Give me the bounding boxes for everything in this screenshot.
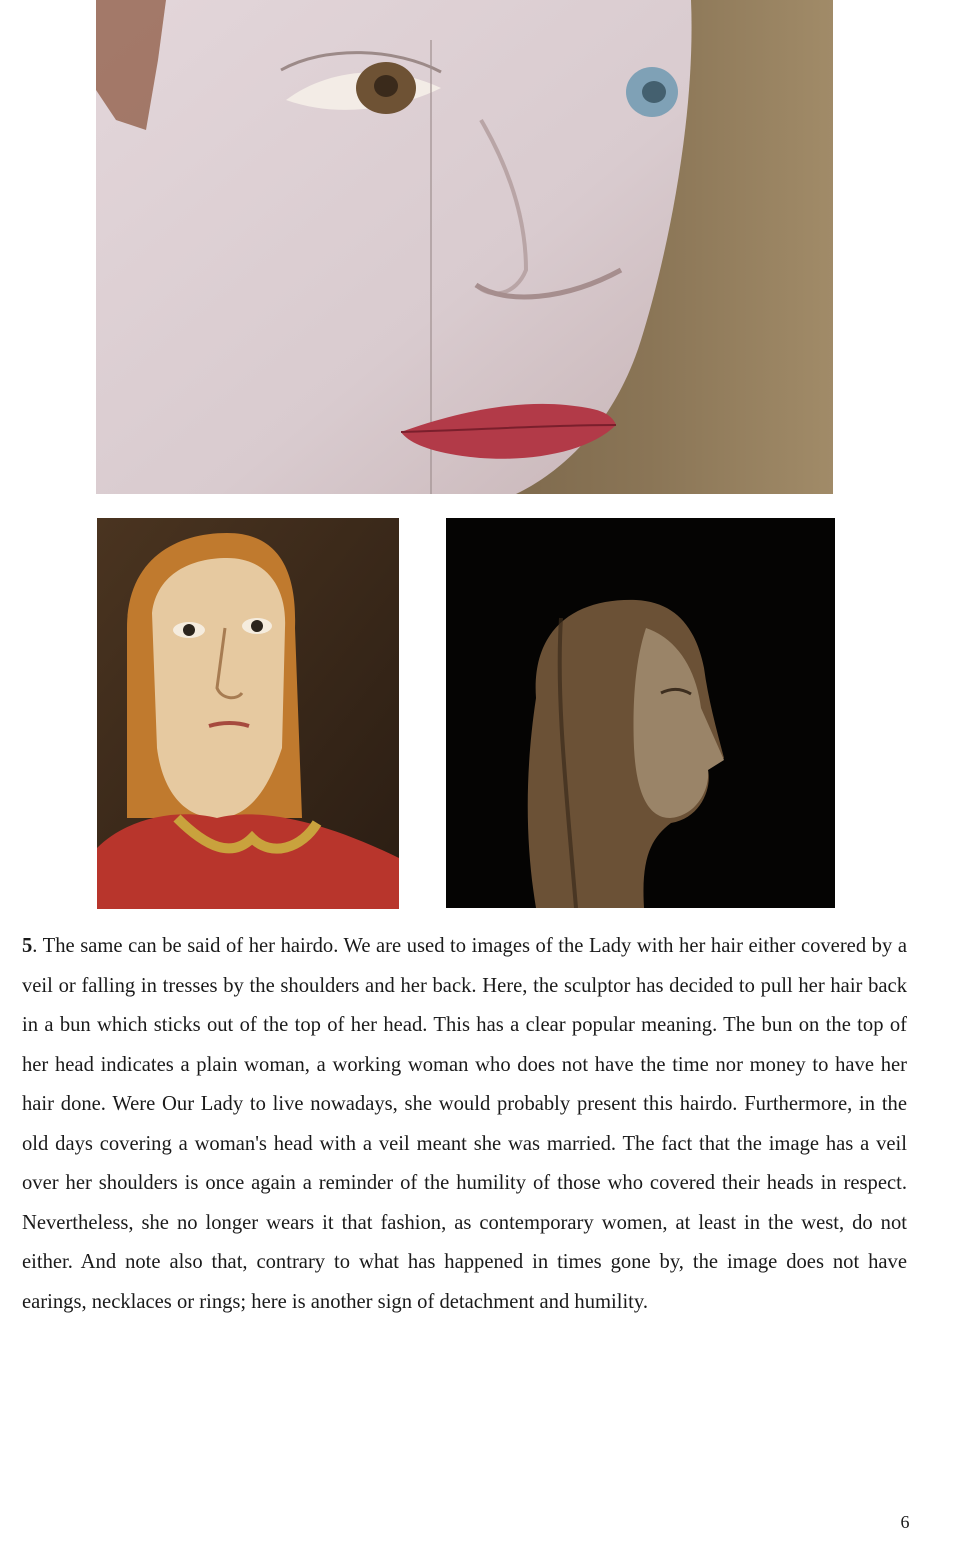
paragraph-text: . The same can be said of her hairdo. We are used to images of the Lady with her hair either covered by a veil or falling in tresses by the shoulders and her back. Here, the sculptor has decided to pull her hair back in a bun which sticks out of the top of her head. This has a clear popular meaning. The bun on the top of her head indicates a plain woman, a working woman who does not have the time nor money to have her hair done. Were Our Lady to live nowadays, she would probably present this hairdo. Furthermore, in the old days covering a woman's head with a veil meant she was married. The fact that the image has a veil over her shoulders is once again a reminder of the humility of those who covered their heads in respect. Nevertheless, she no longer wears it that fashion, as contemporary women, at least in the west, do not either. And note also that, contrary to what has happened in times gone by, the image does not have earings, necklaces or rings; here is another sign of detachment and humility. [22,935,907,1313]
sculpture-front-view-photo [97,518,399,909]
paragraph-5 [22,927,907,1322]
paragraph-number: 5 [22,935,33,957]
sculpture-face-closeup-photo [96,0,833,494]
page-number: 6 [900,1512,910,1532]
sculpture-profile-photo [446,518,835,908]
